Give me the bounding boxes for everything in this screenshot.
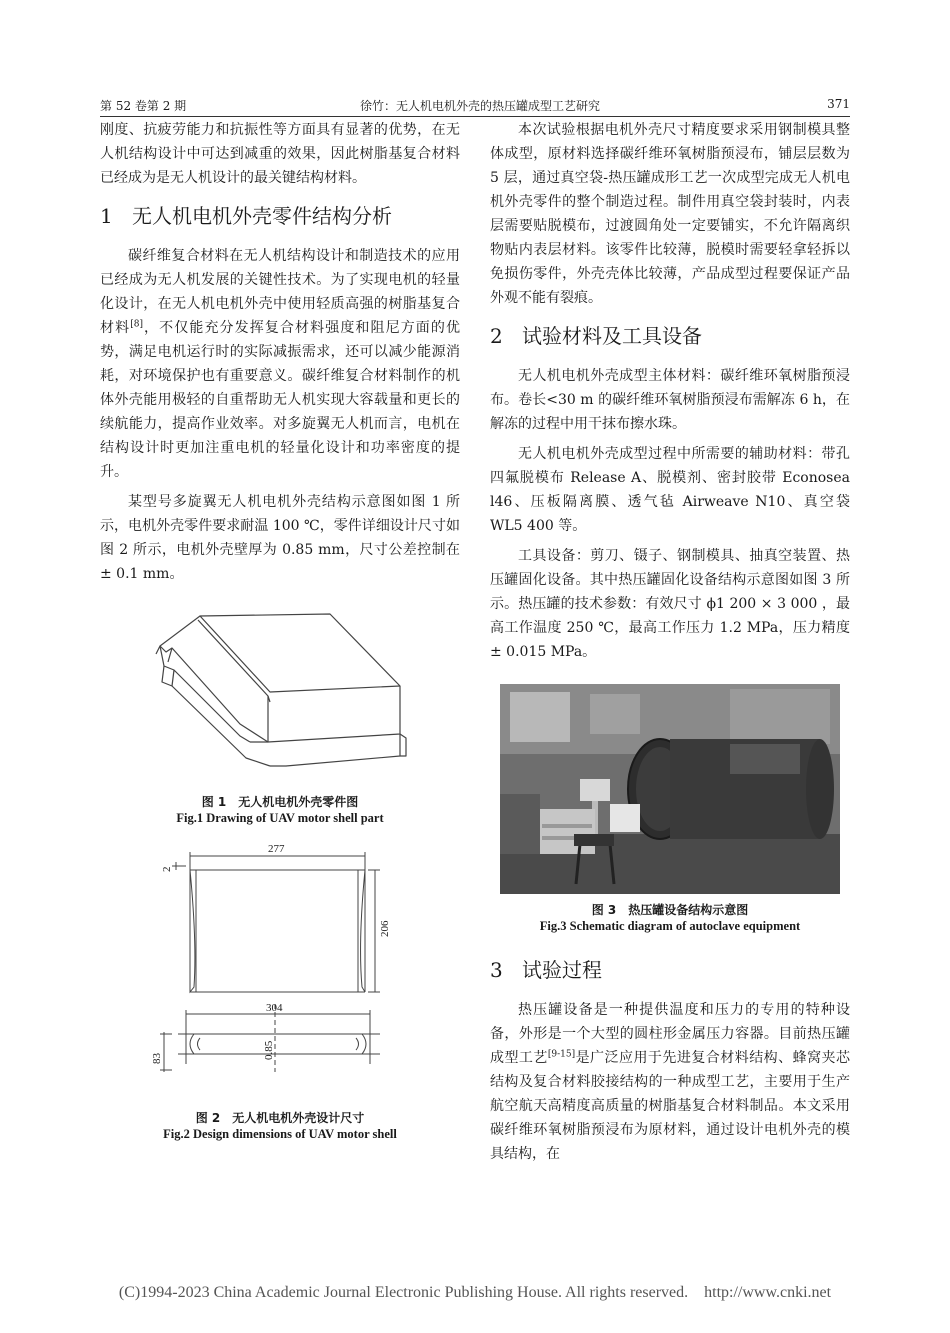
running-header [100, 96, 850, 117]
dim-thickness-label: 0.85 [263, 1040, 275, 1060]
section-2-heading [490, 322, 850, 350]
journal-volume: 第 52 卷第 2 期 [100, 99, 187, 113]
section-number: 1 [100, 204, 113, 228]
figure-2-caption-en: Fig.2 Design dimensions of UAV motor shell [163, 1127, 397, 1141]
text-run: 热压罐设备是一种提供温度和压力的专用的特种设备，外形是一个大型的圆柱形金属压力容器。目前热压罐成型工艺 [490, 1002, 850, 1066]
citation-ref: [9-15] [547, 1049, 576, 1060]
figure-3 [490, 684, 850, 934]
motor-shell-part-drawing [100, 606, 460, 786]
section-3-paragraph-1 [490, 998, 850, 1166]
figure-3-caption-cn: 图 3 热压罐设备结构示意图 [591, 903, 749, 917]
section-2-paragraph-1: 无人机电机外壳成型主体材料：碳纤维环氧树脂预浸布。卷长<30 m 的碳纤维环氧树脂预浸布需解冻 6 h，在解冻的过程中用干抹布擦水珠。 [490, 368, 850, 432]
dim-small-label: 2 [161, 866, 173, 872]
figure-2 [100, 842, 460, 1142]
dim-width-label: 304 [266, 1002, 283, 1014]
section-title: 试验材料及工具设备 [522, 324, 702, 348]
page-number: 371 [827, 97, 850, 111]
section-3-heading [490, 956, 850, 984]
article-running-title: 徐竹：无人机电机外壳的热压罐成型工艺研究 [360, 99, 601, 113]
section-title: 试验过程 [522, 958, 602, 982]
figure-2-caption-cn: 图 2 无人机电机外壳设计尺寸 [195, 1111, 365, 1125]
figure-1-caption-cn: 图 1 无人机电机外壳零件图 [201, 795, 359, 809]
figure-1-caption-en: Fig.1 Drawing of UAV motor shell part [176, 811, 384, 825]
right-intro-paragraph: 本次试验根据电机外壳尺寸精度要求采用钢制模具整体成型，原材料选择碳纤维环氧树脂预浸布，铺层层数为 5 层，通过真空袋-热压罐成形工艺一次成型完成无人机电机外壳零件的整个制造过程。制件用真空袋封装时，内表层需要贴脱模布，过渡圆角处一定要铺实，不允许隔离织物贴内表层材料。该零件比较薄，脱模时需要轻拿轻拆以免损伤零件，外壳壳体比较薄，产品成型过程要保证产品外观不能有裂痕。 [490, 122, 850, 306]
section-title: 无人机电机外壳零件结构分析 [132, 204, 392, 228]
section-2-paragraph-3: 工具设备：剪刀、镊子、钢制模具、抽真空装置、热压罐固化设备。其中热压罐固化设备结构示意图如图 3 所示。热压罐的技术参数：有效尺寸 ϕ1 200 × 3 000 ，最高工作温度 250 ℃，最高工作压力 1.2 MPa，压力精度 ± 0.015 MPa。 [490, 548, 850, 660]
left-column [100, 118, 460, 1142]
copyright-footer [0, 1284, 950, 1302]
section-1-paragraph-2: 某型号多旋翼无人机电机外壳结构示意图如图 1 所示，电机外壳零件要求耐温 100 ℃，零件详细设计尺寸如图 2 所示，电机外壳壁厚为 0.85 mm，尺寸公差控制在 ± 0.1 mm。 [100, 494, 460, 582]
dim-top-label: 277 [268, 843, 285, 855]
autoclave-photo [500, 684, 860, 894]
section-number: 3 [490, 958, 503, 982]
right-column [490, 118, 850, 1172]
copyright-text: (C)1994-2023 China Academic Journal Electronic Publishing House. All rights reserved. [118, 1284, 689, 1301]
section-1-paragraph-1 [100, 244, 460, 484]
text-run: 碳纤维复合材料在无人机结构设计和制造技术的应用已经成为无人机发展的关键性技术。为了实现电机的轻量化设计，在无人机电机外壳中使用轻质高强的树脂基复合材料 [100, 248, 460, 336]
section-number: 2 [490, 324, 503, 348]
section-2-paragraph-2: 无人机电机外壳成型过程中所需要的辅助材料：带孔四氟脱模布 Release A、脱模剂、密封胶带 Econosea l46、压板隔离膜、透气毡 Airweave N10、真空袋 WL5 400 等。 [490, 446, 850, 534]
intro-paragraph: 刚度、抗疲劳能力和抗振性等方面具有显著的优势，在无人机结构设计中可达到减重的效果，因此树脂基复合材料已经成为是无人机设计的最关键结构材料。 [100, 122, 460, 186]
figure-3-caption-en: Fig.3 Schematic diagram of autoclave equipment [539, 919, 801, 933]
footer-url[interactable]: http://www.cnki.net [704, 1284, 832, 1301]
figure-1 [100, 606, 460, 826]
text-run: 是广泛应用于先进复合材料结构、蜂窝夹芯结构及复合材料胶接结构的一种成型工艺，主要用于生产航空航天高精度高质量的树脂基复合材料制品。本文采用碳纤维环氧树脂预浸布为原材料，通过设计电机外壳的模具结构，在 [490, 1050, 851, 1162]
section-1-heading [100, 202, 460, 230]
text-run: ，不仅能充分发挥复合材料强度和阻尼方面的优势，满足电机运行时的实际减振需求，还可以减少能源消耗，对环境保护也有重要意义。碳纤维复合材料制作的机体外壳能用极轻的自重帮助无人机实现大容载量和更长的续航能力，提高作业效率。对多旋翼无人机而言，电机在结构设计时更加注重电机的轻量化设计和功率密度的提升。 [100, 320, 461, 480]
citation-ref: [8] [130, 319, 143, 330]
design-dimensions-drawing [100, 842, 460, 1102]
dim-height-label: 206 [379, 920, 391, 937]
dim-section-label: 83 [151, 1053, 163, 1064]
